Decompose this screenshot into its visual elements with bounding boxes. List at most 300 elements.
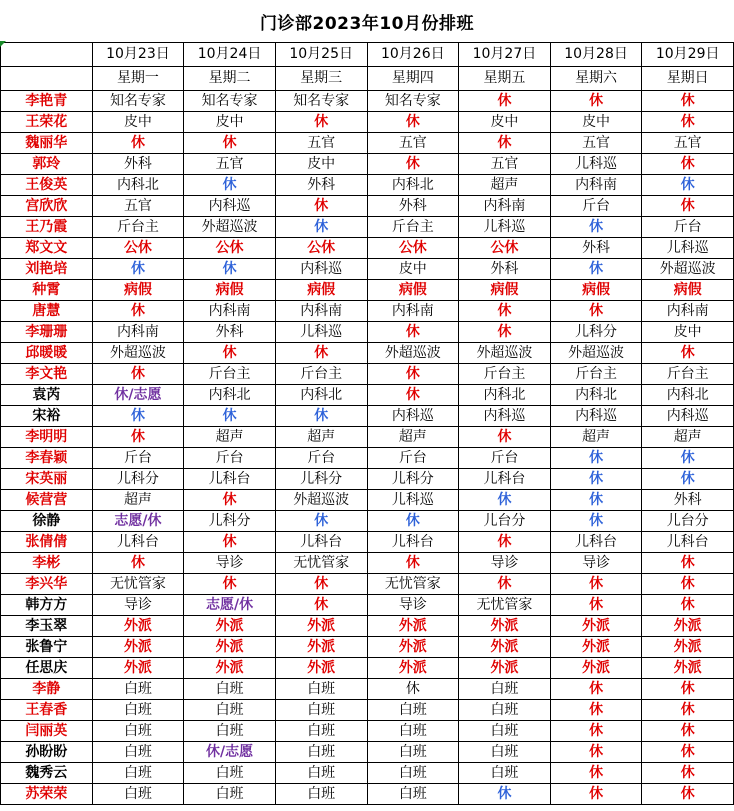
shift-cell: 休 [550,217,642,238]
shift-cell: 白班 [459,721,551,742]
staff-name: 孙盼盼 [1,742,93,763]
shift-cell: 志愿/休 [184,595,276,616]
staff-row [1,427,734,448]
shift-cell: 白班 [459,700,551,721]
shift-cell: 休 [275,196,367,217]
shift-cell: 休 [642,595,734,616]
shift-cell: 斤台 [184,448,276,469]
shift-cell: 休 [184,175,276,196]
shift-cell: 无忧管家 [92,574,184,595]
shift-cell: 休 [92,259,184,280]
shift-cell: 内科南 [184,301,276,322]
shift-cell: 内科北 [184,385,276,406]
shift-cell: 休 [642,700,734,721]
shift-cell: 休 [642,553,734,574]
shift-cell: 五官 [367,133,459,154]
shift-cell: 儿科台 [184,469,276,490]
shift-cell: 外派 [642,616,734,637]
shift-cell: 白班 [367,784,459,805]
shift-cell: 儿科巡 [459,217,551,238]
shift-cell: 白班 [184,700,276,721]
shift-cell: 休 [642,154,734,175]
shift-cell: 白班 [459,679,551,700]
shift-cell: 内科巡 [642,406,734,427]
shift-cell: 儿科分 [275,469,367,490]
staff-name: 宋英丽 [1,469,93,490]
shift-cell: 无忧管家 [459,595,551,616]
shift-cell: 外科 [367,196,459,217]
staff-name: 郭玲 [1,154,93,175]
shift-cell: 休 [550,595,642,616]
shift-cell: 导诊 [459,553,551,574]
staff-row [1,154,734,175]
staff-name: 王春香 [1,700,93,721]
shift-cell: 白班 [92,784,184,805]
shift-cell: 休 [642,175,734,196]
shift-cell: 病假 [184,280,276,301]
weekday-header: 星期二 [184,67,276,91]
cell-corner-marker [0,41,6,47]
shift-cell: 内科北 [642,385,734,406]
shift-cell: 内科南 [550,175,642,196]
staff-row [1,553,734,574]
staff-name: 李彬 [1,553,93,574]
shift-cell: 超声 [550,427,642,448]
shift-cell: 外科 [184,322,276,343]
staff-row [1,217,734,238]
staff-name: 宫欣欣 [1,196,93,217]
shift-cell: 休 [642,742,734,763]
shift-cell: 白班 [184,721,276,742]
shift-cell: 皮中 [459,112,551,133]
shift-cell: 白班 [367,721,459,742]
staff-name: 李珊珊 [1,322,93,343]
shift-cell: 外派 [459,637,551,658]
staff-name: 李艳青 [1,91,93,112]
staff-row [1,574,734,595]
shift-cell: 休 [92,406,184,427]
shift-cell: 病假 [550,280,642,301]
shift-cell: 休 [459,784,551,805]
shift-cell: 休 [184,406,276,427]
shift-cell: 休 [642,91,734,112]
staff-name: 魏丽华 [1,133,93,154]
shift-cell: 休 [642,721,734,742]
shift-cell: 休 [642,112,734,133]
shift-cell: 内科北 [92,175,184,196]
shift-cell: 病假 [367,280,459,301]
shift-cell: 斤台 [550,196,642,217]
staff-row [1,133,734,154]
shift-cell: 休 [550,259,642,280]
shift-cell: 休 [367,511,459,532]
shift-cell: 五官 [459,154,551,175]
shift-cell: 白班 [367,742,459,763]
shift-cell: 休 [550,763,642,784]
shift-cell: 休 [92,133,184,154]
shift-cell: 休 [275,343,367,364]
weekday-header: 星期四 [367,67,459,91]
shift-cell: 外派 [275,616,367,637]
staff-name: 刘艳培 [1,259,93,280]
shift-cell: 病假 [459,280,551,301]
shift-cell: 斤台 [459,448,551,469]
staff-name: 李静 [1,679,93,700]
shift-cell: 休 [550,448,642,469]
shift-cell: 超声 [275,427,367,448]
shift-cell: 白班 [184,763,276,784]
shift-cell: 外超巡波 [550,343,642,364]
shift-cell: 皮中 [367,259,459,280]
shift-cell: 公休 [367,238,459,259]
shift-cell: 休 [550,91,642,112]
shift-cell: 白班 [92,742,184,763]
shift-cell: 外超巡波 [642,259,734,280]
shift-cell: 内科巡 [367,406,459,427]
shift-cell: 外科 [459,259,551,280]
shift-cell: 知名专家 [184,91,276,112]
shift-cell: 休 [642,469,734,490]
staff-name: 李明明 [1,427,93,448]
staff-row [1,763,734,784]
shift-cell: 内科巡 [184,196,276,217]
shift-cell: 休 [642,196,734,217]
shift-cell: 内科南 [275,301,367,322]
staff-row [1,595,734,616]
shift-cell: 超声 [92,490,184,511]
shift-cell: 外派 [367,658,459,679]
staff-row [1,721,734,742]
staff-row [1,532,734,553]
shift-cell: 休 [550,784,642,805]
shift-cell: 斤台 [275,448,367,469]
shift-cell: 儿科分 [367,469,459,490]
date-header: 10月23日 [92,43,184,67]
staff-row [1,259,734,280]
shift-cell: 皮中 [550,112,642,133]
shift-cell: 休 [275,574,367,595]
shift-cell: 休 [550,700,642,721]
shift-cell: 内科南 [642,301,734,322]
shift-cell: 斤台主 [184,364,276,385]
shift-cell: 斤台 [642,217,734,238]
shift-cell: 休 [550,511,642,532]
staff-name: 李文艳 [1,364,93,385]
shift-cell: 休 [367,112,459,133]
shift-cell: 超声 [459,175,551,196]
shift-cell: 病假 [275,280,367,301]
weekday-header: 星期日 [642,67,734,91]
shift-cell: 五官 [550,133,642,154]
shift-cell: 儿科巡 [642,238,734,259]
shift-cell: 儿科分 [92,469,184,490]
schedule-table [0,42,734,805]
shift-cell: 内科巡 [550,406,642,427]
shift-cell: 休 [367,322,459,343]
staff-row [1,112,734,133]
shift-cell: 斤台主 [550,364,642,385]
shift-cell: 休 [184,532,276,553]
shift-cell: 皮中 [184,112,276,133]
shift-cell: 外超巡波 [367,343,459,364]
shift-cell: 知名专家 [92,91,184,112]
shift-cell: 休 [367,364,459,385]
shift-cell: 休 [367,679,459,700]
shift-cell: 儿科台 [642,532,734,553]
shift-cell: 内科北 [367,175,459,196]
shift-cell: 休 [184,343,276,364]
shift-cell: 休 [459,574,551,595]
shift-cell: 外派 [184,637,276,658]
shift-cell: 休 [550,490,642,511]
shift-cell: 白班 [275,742,367,763]
shift-cell: 导诊 [550,553,642,574]
shift-cell: 休 [459,91,551,112]
staff-name: 李春颖 [1,448,93,469]
date-header: 10月29日 [642,43,734,67]
shift-cell: 公休 [92,238,184,259]
date-header: 10月25日 [275,43,367,67]
shift-cell: 休 [550,742,642,763]
shift-cell: 休 [275,217,367,238]
shift-cell: 内科北 [459,385,551,406]
date-header: 10月24日 [184,43,276,67]
shift-cell: 休 [275,511,367,532]
staff-name: 徐静 [1,511,93,532]
shift-cell: 导诊 [92,595,184,616]
shift-cell: 休 [184,574,276,595]
staff-name: 任思庆 [1,658,93,679]
staff-name: 种霄 [1,280,93,301]
shift-cell: 休 [550,574,642,595]
shift-cell: 斤台 [92,448,184,469]
shift-cell: 儿科巡 [550,154,642,175]
shift-cell: 五官 [275,133,367,154]
shift-cell: 休/志愿 [184,742,276,763]
shift-cell: 儿科台 [275,532,367,553]
weekday-header: 星期一 [92,67,184,91]
shift-cell: 休 [184,490,276,511]
shift-cell: 休 [550,679,642,700]
shift-cell: 白班 [184,784,276,805]
shift-cell: 白班 [275,721,367,742]
shift-cell: 白班 [184,679,276,700]
staff-name: 候营营 [1,490,93,511]
staff-row [1,679,734,700]
shift-cell: 外派 [459,616,551,637]
shift-cell: 休 [459,490,551,511]
shift-cell: 休 [367,553,459,574]
staff-row [1,196,734,217]
shift-cell: 外派 [642,637,734,658]
shift-cell: 五官 [184,154,276,175]
staff-name: 李玉翠 [1,616,93,637]
shift-cell: 外超巡波 [459,343,551,364]
shift-cell: 儿科台 [367,532,459,553]
staff-name: 王俊英 [1,175,93,196]
staff-row [1,742,734,763]
shift-cell: 休 [92,427,184,448]
shift-cell: 公休 [184,238,276,259]
shift-cell: 外科 [550,238,642,259]
shift-cell: 休 [459,427,551,448]
shift-cell: 休 [92,301,184,322]
shift-cell: 内科北 [275,385,367,406]
shift-cell: 外派 [92,637,184,658]
shift-cell: 公休 [275,238,367,259]
shift-cell: 五官 [92,196,184,217]
shift-cell: 外派 [550,658,642,679]
shift-cell: 超声 [367,427,459,448]
staff-name: 韩方方 [1,595,93,616]
shift-cell: 外派 [275,637,367,658]
header-corner-cell [1,67,93,91]
shift-cell: 知名专家 [275,91,367,112]
shift-cell: 休 [550,301,642,322]
shift-cell: 外科 [92,154,184,175]
staff-row [1,343,734,364]
shift-cell: 白班 [459,742,551,763]
shift-cell: 休 [642,784,734,805]
weekday-header: 星期五 [459,67,551,91]
staff-name: 苏荣荣 [1,784,93,805]
shift-cell: 导诊 [367,595,459,616]
shift-cell: 白班 [92,679,184,700]
shift-cell: 休 [367,385,459,406]
shift-cell: 儿科台 [92,532,184,553]
shift-cell: 外科 [642,490,734,511]
date-header: 10月28日 [550,43,642,67]
shift-cell: 皮中 [642,322,734,343]
staff-name: 邱暖暖 [1,343,93,364]
shift-cell: 内科巡 [459,406,551,427]
shift-cell: 斤台主 [275,364,367,385]
shift-cell: 休 [92,364,184,385]
shift-cell: 白班 [275,679,367,700]
shift-cell: 儿台分 [459,511,551,532]
shift-cell: 白班 [275,763,367,784]
staff-row [1,301,734,322]
sheet-title: 门诊部2023年10月份排班 [260,13,474,34]
staff-name: 张倩倩 [1,532,93,553]
shift-cell: 白班 [92,700,184,721]
shift-cell: 休 [184,259,276,280]
shift-cell: 公休 [459,238,551,259]
shift-cell: 皮中 [92,112,184,133]
shift-cell: 外超巡波 [184,217,276,238]
shift-cell: 外派 [92,616,184,637]
shift-cell: 休 [275,406,367,427]
shift-cell: 休 [550,721,642,742]
shift-cell: 休 [642,343,734,364]
staff-name: 袁芮 [1,385,93,406]
shift-cell: 皮中 [275,154,367,175]
staff-name: 李兴华 [1,574,93,595]
shift-cell: 儿科巡 [367,490,459,511]
staff-row [1,238,734,259]
date-header-row [1,43,734,67]
shift-cell: 休 [275,112,367,133]
shift-cell: 儿科台 [550,532,642,553]
shift-cell: 休 [642,763,734,784]
staff-name: 王乃霞 [1,217,93,238]
shift-cell: 内科北 [550,385,642,406]
shift-cell: 外派 [92,658,184,679]
shift-cell: 外派 [367,616,459,637]
shift-cell: 斤台主 [367,217,459,238]
staff-row [1,637,734,658]
staff-row [1,406,734,427]
staff-row [1,511,734,532]
shift-cell: 外派 [275,658,367,679]
shift-cell: 外派 [367,637,459,658]
shift-cell: 休 [459,322,551,343]
shift-cell: 内科南 [367,301,459,322]
shift-cell: 斤台主 [459,364,551,385]
staff-row [1,448,734,469]
staff-name: 王荣花 [1,112,93,133]
shift-cell: 休 [459,301,551,322]
shift-cell: 内科南 [92,322,184,343]
staff-row [1,364,734,385]
staff-name: 闫丽英 [1,721,93,742]
shift-cell: 休 [642,448,734,469]
staff-row [1,616,734,637]
shift-cell: 儿科台 [459,469,551,490]
shift-cell: 儿科分 [550,322,642,343]
shift-cell: 病假 [92,280,184,301]
shift-cell: 知名专家 [367,91,459,112]
shift-cell: 无忧管家 [367,574,459,595]
shift-cell: 内科巡 [275,259,367,280]
shift-cell: 志愿/休 [92,511,184,532]
header-corner-cell [1,43,93,67]
staff-name: 张鲁宁 [1,637,93,658]
staff-row [1,91,734,112]
shift-cell: 休 [642,679,734,700]
shift-cell: 休 [184,133,276,154]
staff-row [1,490,734,511]
shift-cell: 白班 [92,763,184,784]
shift-cell: 外超巡波 [275,490,367,511]
shift-cell: 超声 [184,427,276,448]
date-header: 10月26日 [367,43,459,67]
shift-cell: 斤台 [367,448,459,469]
staff-name: 宋裕 [1,406,93,427]
shift-cell: 休 [642,574,734,595]
shift-cell: 休/志愿 [92,385,184,406]
shift-cell: 外派 [550,637,642,658]
shift-cell: 导诊 [184,553,276,574]
shift-cell: 外派 [184,658,276,679]
shift-cell: 白班 [367,700,459,721]
weekday-header-row [1,67,734,91]
shift-cell: 外派 [550,616,642,637]
shift-cell: 休 [459,532,551,553]
shift-cell: 休 [367,154,459,175]
shift-cell: 休 [275,595,367,616]
staff-row [1,385,734,406]
staff-row [1,700,734,721]
shift-cell: 外派 [459,658,551,679]
shift-cell: 超声 [642,427,734,448]
shift-cell: 外派 [184,616,276,637]
shift-cell: 儿台分 [642,511,734,532]
staff-name: 唐慧 [1,301,93,322]
shift-cell: 白班 [92,721,184,742]
shift-cell: 白班 [367,763,459,784]
shift-cell: 儿科分 [184,511,276,532]
